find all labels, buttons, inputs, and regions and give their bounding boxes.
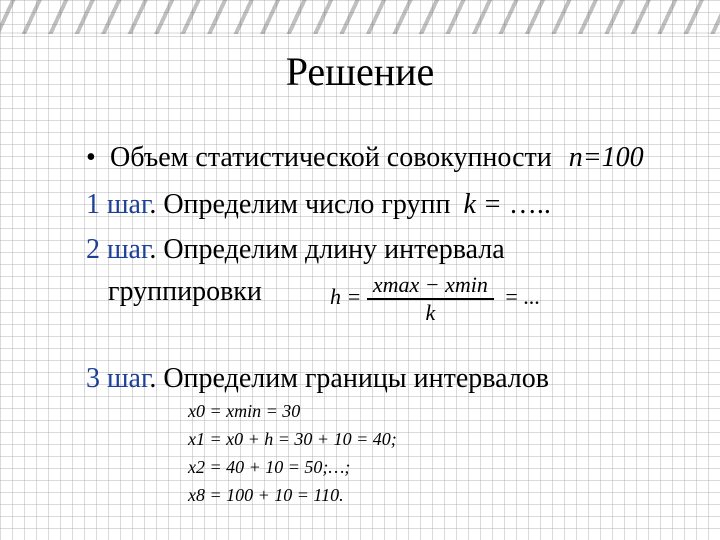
- slide-title: Решение: [285, 49, 435, 94]
- formula-h-lhs: h =: [330, 284, 362, 310]
- step-3-text: . Определим границы интервалов: [149, 363, 549, 394]
- formula-h-rhs: = ...: [505, 284, 540, 310]
- formula-h-den: [367, 302, 494, 324]
- line-volume-math: n=100: [568, 142, 644, 173]
- step-2-text: . Определим длину интервала: [149, 234, 505, 265]
- line-volume-text: Объем статистической совокупности: [110, 142, 552, 173]
- intervals: [188, 402, 397, 504]
- interval-2-text: x2 = 40 + 10 = 50;…;: [188, 457, 351, 477]
- line-volume: [110, 144, 644, 172]
- step-2: [86, 236, 505, 264]
- formula-h: [330, 274, 540, 324]
- interval-0-text: x0 = xmin = 30: [188, 401, 301, 421]
- step-2-label: 2 шаг: [86, 234, 150, 265]
- interval-line-0: [188, 402, 397, 420]
- interval-line-3: [188, 486, 397, 504]
- step-3: [86, 365, 549, 393]
- step-3-label: 3 шаг: [86, 363, 150, 394]
- step-1: [86, 191, 551, 219]
- formula-h-fraction: [367, 274, 494, 324]
- formula-h-den-text: k: [425, 300, 436, 325]
- step-1-dots: …..: [508, 189, 551, 220]
- step-2-text-2: группировки: [108, 276, 262, 307]
- interval-1-text: x1 = x0 + h = 30 + 10 = 40;: [188, 429, 397, 449]
- formula-h-num: [367, 274, 494, 296]
- interval-3-text: x8 = 100 + 10 = 110.: [188, 485, 344, 505]
- decorative-top-border: [0, 0, 720, 34]
- step-1-k: k =: [463, 189, 502, 220]
- formula-h-num-text: xmax − xmin: [372, 272, 488, 297]
- interval-line-1: [188, 430, 397, 448]
- bullet-icon: •: [86, 142, 96, 173]
- step-1-label: 1 шаг: [86, 189, 150, 220]
- interval-line-2: [188, 458, 397, 476]
- step-1-text: . Определим число групп: [149, 189, 451, 220]
